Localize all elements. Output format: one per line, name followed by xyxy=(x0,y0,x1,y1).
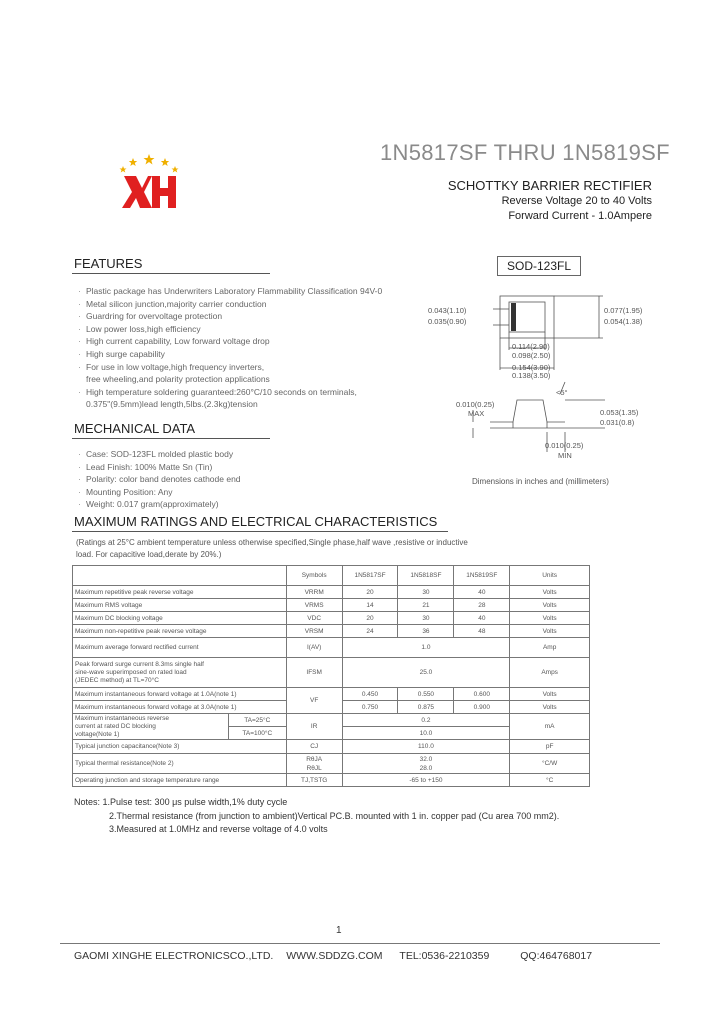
mechanical-list xyxy=(78,448,241,511)
dim-d8a: 0.010(0.25) xyxy=(545,441,584,450)
footer-web: WWW.SDDZG.COM xyxy=(286,950,383,962)
product-type: SCHOTTKY BARRIER RECTIFIER xyxy=(447,178,652,193)
note-1: 1.Pulse test: 300 μs pulse width,1% duty cycle xyxy=(102,797,288,807)
table-row: Typical junction capacitance(Note 3) CJ 110.0 pF xyxy=(73,740,590,754)
features-rule xyxy=(72,273,270,274)
dimensions-caption: Dimensions in inches and (millimeters) xyxy=(472,477,609,486)
list-item: · For use in low voltage,high frequency inverters, xyxy=(78,361,265,372)
col-header-1n5817sf: 1N5817SF xyxy=(342,566,398,586)
list-item: · Case: SOD-123FL molded plastic body xyxy=(78,449,234,459)
dim-d3b: 0.098(2.50) xyxy=(512,351,551,360)
list-item: · Lead Finish: 100% Matte Sn (Tin) xyxy=(78,461,213,472)
dim-d2b: 0.054(1.38) xyxy=(604,317,643,326)
table-header-row xyxy=(73,566,590,586)
list-item: · Polarity: color band denotes cathode end xyxy=(78,474,241,485)
list-item: · Low power loss,high efficiency xyxy=(78,323,201,334)
features-heading: FEATURES xyxy=(74,256,143,271)
dim-d4b: 0.138(3.50) xyxy=(512,371,551,380)
dim-d5b: MAX xyxy=(468,409,485,418)
notes-section xyxy=(74,796,559,837)
table-row: Maximum average forward rectified current I(AV) 1.0 Amp xyxy=(73,638,590,658)
dim-d7a: 0.053(1.35) xyxy=(600,408,639,417)
list-item: · High temperature soldering guaranteed:260°C/10 seconds on terminals, xyxy=(78,386,357,397)
col-header-1n5818sf: 1N5818SF xyxy=(398,566,454,586)
table-row: Maximum RMS voltage VRMS 14 21 28 Volts xyxy=(73,599,590,612)
footer-rule xyxy=(60,943,660,944)
list-item: · Guardring for overvoltage protection xyxy=(78,311,223,322)
col-header-1n5819sf: 1N5819SF xyxy=(454,566,510,586)
dim-d7b: 0.031(0.8) xyxy=(600,418,635,427)
forward-current-spec: Forward Current - 1.0Ampere xyxy=(508,210,652,222)
col-header-units: Units xyxy=(510,566,590,586)
dim-d1a: 0.043(1.10) xyxy=(428,306,467,315)
dim-d1b: 0.035(0.90) xyxy=(428,317,467,326)
table-row: Operating junction and storage temperature range TJ,TSTG -65 to +150 °C xyxy=(73,774,590,787)
table-row: Maximum instantaneous reverse current at rated DC blocking voltage(Note 1) TA=25°C IR 0.2 mA xyxy=(73,714,590,727)
mechanical-heading: MECHANICAL DATA xyxy=(74,421,196,436)
list-item: 0.375"(9.5mm)lead length,5lbs.(2.3kg)tension xyxy=(86,399,258,410)
notes-label: Notes: xyxy=(74,797,101,807)
list-item: · Weight: 0.017 gram(approximately) xyxy=(78,499,219,510)
footer xyxy=(74,950,592,962)
package-name-box: SOD-123FL xyxy=(497,256,581,276)
reverse-voltage-spec: Reverse Voltage 20 to 40 Volts xyxy=(501,195,652,207)
table-row: Maximum non-repetitive peak reverse voltage VRSM 24 36 48 Volts xyxy=(73,625,590,638)
table-row: Maximum DC blocking voltage VDC 20 30 40 Volts xyxy=(73,612,590,625)
mechanical-rule xyxy=(72,438,270,439)
table-row: Typical thermal resistance(Note 2) RθJA RθJL 32.0 28.0 °C/W xyxy=(73,754,590,774)
list-item: · Plastic package has Underwriters Laboratory Flammability Classification 94V-0 xyxy=(78,286,383,296)
ratings-rule xyxy=(72,531,448,532)
list-item: · Mounting Position: Any xyxy=(78,486,173,497)
ratings-table xyxy=(72,565,590,787)
ratings-heading: MAXIMUM RATINGS AND ELECTRICAL CHARACTERISTICS xyxy=(74,514,438,529)
footer-company: GAOMI XINGHE ELECTRONICSCO.,LTD. xyxy=(74,950,274,962)
features-list xyxy=(78,285,382,411)
table-row: Maximum instantaneous forward voltage at 3.0A(note 1) 0.750 0.875 0.900 Volts xyxy=(73,701,590,714)
table-row: TA=100°C 10.0 xyxy=(73,727,590,740)
dim-d6: <5° xyxy=(556,388,568,397)
company-logo xyxy=(118,152,180,212)
footer-qq: QQ:464768017 xyxy=(520,950,593,962)
list-item: · High current capability, Low forward voltage drop xyxy=(78,336,270,347)
note-3: 3.Measured at 1.0MHz and reverse voltage of 4.0 volts xyxy=(109,824,328,834)
list-item: · High surge capability xyxy=(78,348,165,359)
list-item: · Metal silicon junction,majority carrier conduction xyxy=(78,298,267,309)
table-row: Maximum repetitive peak reverse voltage VRRM 20 30 40 Volts xyxy=(73,586,590,599)
ratings-conditions: (Ratings at 25°C ambient temperature unless otherwise specified,Single phase,half wave ,resistive or inductive load. For capacitive load,derate by 20%.) xyxy=(76,538,468,559)
dim-d5a: 0.010(0.25) xyxy=(456,400,495,409)
col-header-symbols: Symbols xyxy=(286,566,342,586)
table-row: Peak forward surge current 8.3ms single half sine-wave superimposed on rated load (JEDEC method) at TL=70°C IFSM 25.0 Amps xyxy=(73,658,590,688)
dim-d2a: 0.077(1.95) xyxy=(604,306,643,315)
page-number: 1 xyxy=(336,925,342,936)
document-title: 1N5817SF THRU 1N5819SF xyxy=(380,140,670,165)
dim-d3a: 0.114(2.90) xyxy=(512,342,550,351)
dim-d4a: 0.154(3.90) xyxy=(512,363,551,372)
dim-d8b: MIN xyxy=(558,451,572,460)
note-2: 2.Thermal resistance (from junction to ambient)Vertical PC.B. mounted with 1 in. copper pad (Cu area 700 mm2). xyxy=(109,810,560,821)
list-item: free wheeling,and polarity protection applications xyxy=(86,374,270,385)
table-row: Maximum instantaneous forward voltage at 1.0A(note 1) VF 0.450 0.550 0.600 Volts xyxy=(73,688,590,701)
footer-tel: TEL:0536-2210359 xyxy=(399,950,490,962)
